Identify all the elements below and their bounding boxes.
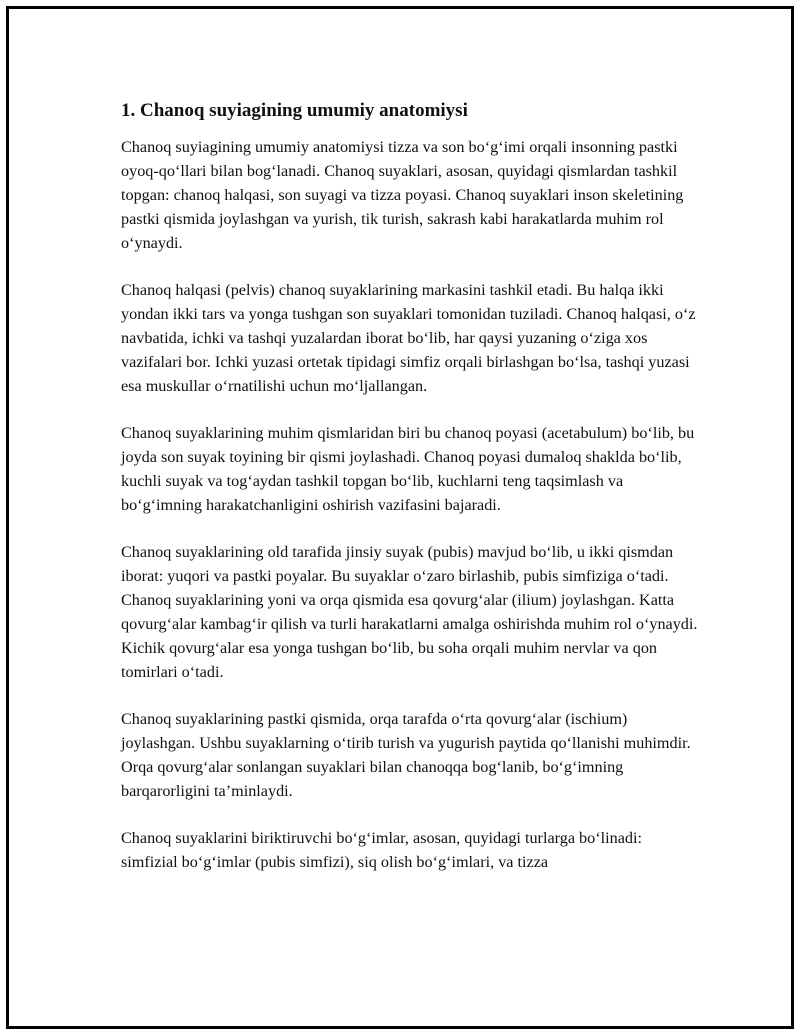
section-heading: 1. Chanoq suyiagining umumiy anatomiysi xyxy=(121,100,468,121)
paragraph-2: Chanoq halqasi (pelvis) chanoq suyaklarining markasini tashkil etadi. Bu halqa ikki yondan ikki tars va yonga tushgan son suyaklari tomonidan tuziladi. Chanoq halqasi, o‘z navbatida, ichki va tashqi yuzalardan iborat bo‘lib, har qaysi yuzaning o‘ziga xos vazifalari bor. Ichki yuzasi ortetak tipidagi simfiz orqali birlashgan bo‘lsa, tashqi yuzasi esa muskullar o‘rnatilishi uchun mo‘ljallangan. xyxy=(121,281,696,395)
paragraph-5: Chanoq suyaklarining pastki qismida, orqa tarafda o‘rta qovurg‘alar (ischium) joylashgan. Ushbu suyaklarning o‘tirib turish va yugurish paytida qo‘llanishi muhimdir. Orqa qovurg‘alar sonlangan suyaklari bilan chanoqqa bog‘lanib, bo‘g‘imning barqarorligini ta’minlaydi. xyxy=(121,710,691,800)
document-body xyxy=(121,99,701,897)
paragraph-6: Chanoq suyaklarini biriktiruvchi bo‘g‘imlar, asosan, quyidagi turlarga bo‘linadi: simfizial bo‘g‘imlar (pubis simfizi), siq olish bo‘g‘imlari, va tizza xyxy=(121,829,642,871)
paragraph-1: Chanoq suyiagining umumiy anatomiysi tizza va son bo‘g‘imi orqali insonning pastki oyoq-qo‘llari bilan bog‘lanadi. Chanoq suyaklari, asosan, quyidagi qismlardan tashkil topgan: chanoq halqasi, son suyagi va tizza poyasi. Chanoq suyaklari inson skeletining pastki qismida joylashgan va yurish, tik turish, sakrash kabi harakatlarda muhim rol o‘ynaydi. xyxy=(121,138,684,252)
page-frame xyxy=(6,6,794,1029)
paragraph-3: Chanoq suyaklarining muhim qismlaridan biri bu chanoq poyasi (acetabulum) bo‘lib, bu joyda son suyak toyining bir qismi joylashadi. Chanoq poyasi dumaloq shaklda bo‘lib, kuchli suyak va tog‘aydan tashkil topgan bo‘lib, kuchlarni teng taqsimlash va bo‘g‘imning harakatchanligini oshirish vazifasini bajaradi. xyxy=(121,424,695,514)
paragraph-4: Chanoq suyaklarining old tarafida jinsiy suyak (pubis) mavjud bo‘lib, u ikki qismdan iborat: yuqori va pastki poyalar. Bu suyaklar o‘zaro birlashib, pubis simfiziga o‘tadi. Chanoq suyaklarining yoni va orqa qismida esa qovurg‘alar (ilium) joylashgan. Katta qovurg‘alar kambag‘ir qilish va turli harakatlarni amalga oshirishda muhim rol o‘ynaydi. Kichik qovurg‘alar esa yonga tushgan bo‘lib, bu soha orqali muhim nervlar va qon tomirlari o‘tadi. xyxy=(121,543,698,681)
